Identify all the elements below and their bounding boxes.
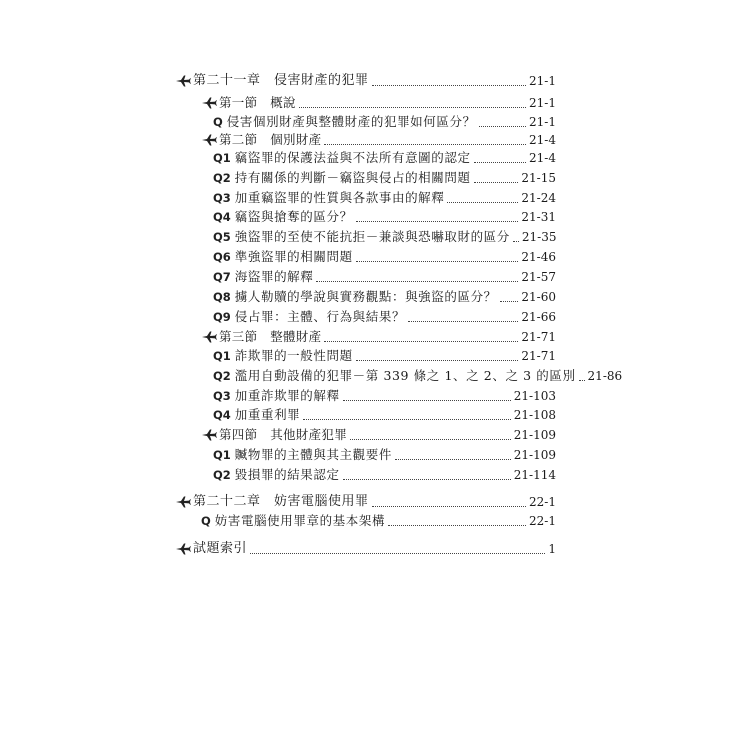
toc-entry-page: 21-109 [513,428,556,442]
toc-entry-page: 21-15 [521,171,556,185]
dot-leader [356,221,519,222]
toc-entry-page: 21-71 [521,349,556,363]
dot-leader [343,479,511,480]
toc-entry-title: 第二十二章 妨害電腦使用罪 [193,494,369,509]
dot-leader [316,281,518,282]
toc-entry-page: 21-86 [587,369,623,383]
question-number: Q1 [213,448,231,462]
toc-entry-page: 21-1 [529,74,556,88]
toc-entry-page: 21-66 [521,310,556,324]
toc-entry [201,512,556,530]
question-number: Q7 [213,270,231,284]
toc-entry-title: 竊盜與搶奪的區分？ [234,209,353,224]
dot-leader [513,241,519,242]
dot-leader [500,301,519,302]
toc-entry-title: 強盜罪的至使不能抗拒－兼談與恐嚇取財的區分 [234,229,510,244]
question-number: Q2 [213,468,231,482]
toc-entry-title: 贓物罪的主體與其主觀要件 [234,447,392,462]
toc-entry-title: 竊盜罪的保護法益與不法所有意圖的認定 [234,150,471,165]
toc-entry-page: 21-4 [529,133,556,147]
dot-leader [356,261,519,262]
toc-entry [175,540,556,558]
question-number: Q [213,115,223,129]
toc-entry-title: 濫用自動設備的犯罪－第 339 條之 1、之 2、之 3 的區別 [234,368,576,383]
toc-entry-page: 21-31 [521,210,556,224]
toc-entry-title: 準強盜罪的相關問題 [234,249,353,264]
toc-entry-title: 加重重利罪 [234,407,301,422]
toc-entry [213,347,556,365]
toc-entry-page: 21-24 [521,191,556,205]
toc-entry-title: 試題索引 [193,541,248,556]
toc-entry-title: 第二十一章 侵害財產的犯罪 [193,73,369,88]
toc-entry-title: 持有關係的判斷－竊盜與侵占的相關問題 [234,170,471,185]
toc-entry [213,446,556,464]
toc-entry-title: 擄人勒贖的學說與實務觀點：與強盜的區分？ [234,289,497,304]
toc-entry [213,466,556,484]
dot-leader [343,400,511,401]
toc-entry [213,387,556,405]
toc-entry-page: 22-1 [529,495,556,509]
toc-entry [213,208,556,226]
toc-entry-title: 加重竊盜罪的性質與各款事由的解釋 [234,190,445,205]
toc-entry [213,367,623,385]
toc-entry [213,288,556,306]
toc-entry-page: 21-1 [529,115,556,129]
dot-leader [250,553,545,554]
toc-entry-page: 21-1 [529,96,556,110]
toc-entry-title: 侵害個別財產與整體財產的犯罪如何區分？ [226,114,476,129]
toc-entry-page: 21-35 [521,230,557,244]
toc-entry-page: 21-108 [513,408,556,422]
toc-entry-page: 21-71 [521,330,556,344]
toc-entry-page: 21-114 [513,468,556,482]
plane-icon [201,96,217,110]
question-number: Q [201,514,211,528]
toc-entry-title: 第一節 概說 [219,95,296,110]
toc-entry-page: 21-57 [521,270,556,284]
dot-leader [303,419,510,420]
toc-entry-title: 海盜罪的解釋 [234,269,314,284]
dot-leader [388,525,526,526]
toc-entry-page: 21-4 [529,151,556,165]
toc-entry [201,328,556,346]
dot-leader [372,506,527,507]
question-number: Q3 [213,389,231,403]
plane-icon [175,495,191,509]
toc-entry [201,94,556,112]
toc-entry-title: 毀損罪的結果認定 [234,467,340,482]
question-number: Q2 [213,369,231,383]
question-number: Q3 [213,191,231,205]
plane-icon [201,428,217,442]
question-number: Q2 [213,171,231,185]
toc-entry [213,113,556,131]
toc-entry [213,189,556,207]
toc-entry [213,406,556,424]
question-number: Q4 [213,210,231,224]
plane-icon [175,542,191,556]
question-number: Q5 [213,230,231,244]
dot-leader [324,144,526,145]
toc-entry-page: 21-60 [521,290,556,304]
toc-entry [175,72,556,90]
dot-leader [579,380,585,381]
dot-leader [447,202,518,203]
question-number: Q1 [213,349,231,363]
dot-leader [324,341,518,342]
dot-leader [474,162,526,163]
dot-leader [299,107,526,108]
dot-leader [350,439,511,440]
toc-entry [213,248,556,266]
plane-icon [175,74,191,88]
toc-entry-page: 1 [548,542,556,556]
toc-entry-page: 21-109 [513,448,556,462]
toc-entry-title: 第三節 整體財產 [219,329,322,344]
toc-entry-page: 21-46 [521,250,556,264]
question-number: Q8 [213,290,231,304]
toc-entry [201,131,556,149]
toc-entry-title: 妨害電腦使用罪章的基本架構 [214,513,386,528]
toc-entry [213,228,556,246]
dot-leader [395,459,511,460]
toc-entry [175,493,556,511]
toc-entry [213,149,556,167]
dot-leader [372,85,527,86]
question-number: Q6 [213,250,231,264]
dot-leader [356,360,519,361]
toc-entry-title: 詐欺罪的一般性問題 [234,348,353,363]
toc-entry [213,308,556,326]
toc-entry-title: 第四節 其他財產犯罪 [219,427,348,442]
dot-leader [474,182,519,183]
toc-entry [201,426,556,444]
toc-entry-title: 加重詐欺罪的解釋 [234,388,340,403]
toc-entry [213,268,556,286]
toc-entry-title: 第二節 個別財產 [219,132,322,147]
question-number: Q4 [213,408,231,422]
question-number: Q1 [213,151,231,165]
toc-entry-page: 21-103 [513,389,556,403]
plane-icon [201,133,217,147]
toc-entry [213,169,556,187]
toc-entry-title: 侵占罪：主體、行為與結果？ [234,309,406,324]
dot-leader [479,126,526,127]
question-number: Q9 [213,310,231,324]
toc-entry-page: 22-1 [529,514,556,528]
plane-icon [201,330,217,344]
dot-leader [408,321,518,322]
